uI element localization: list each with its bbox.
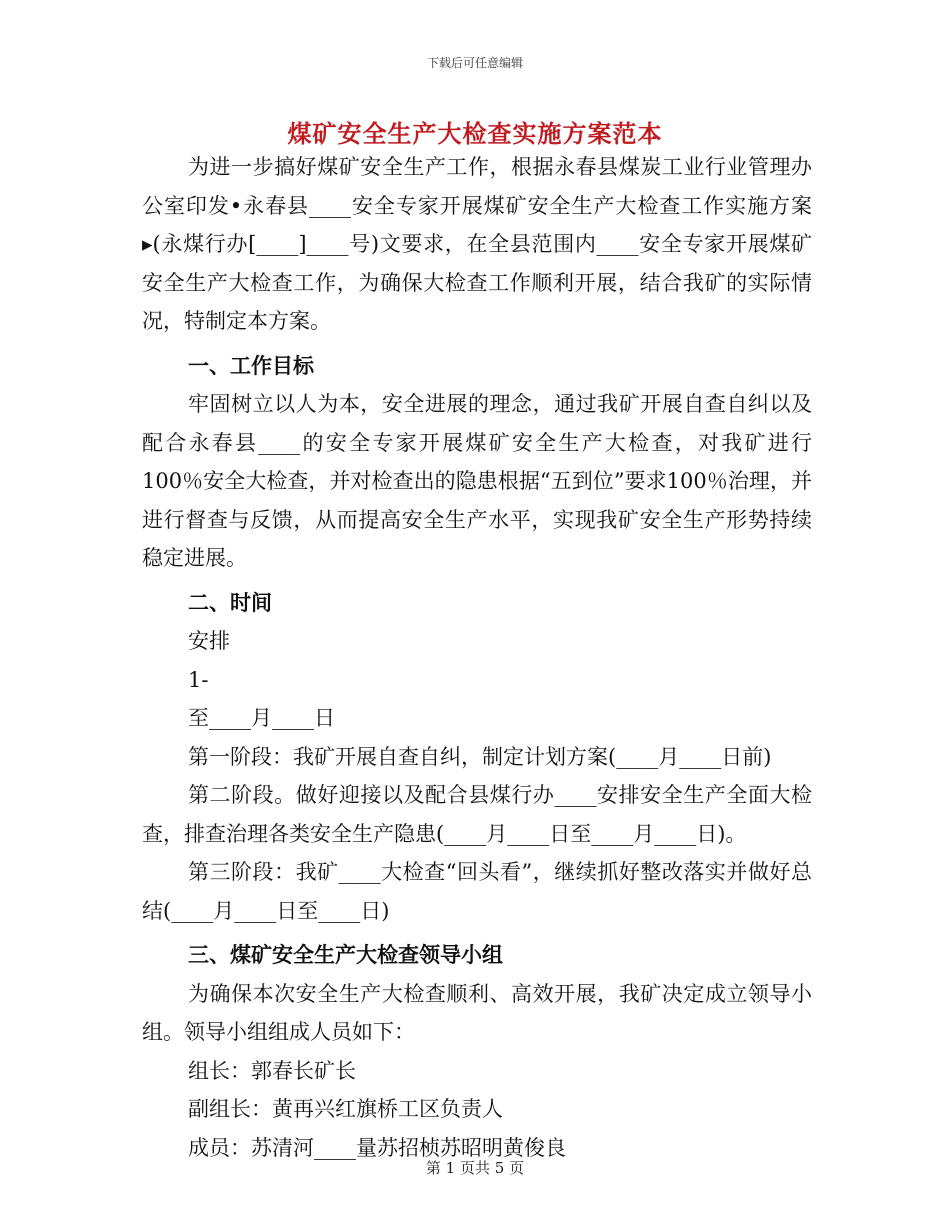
document-body	[142, 148, 812, 1167]
stage-one-paragraph: 第一阶段：我矿开展自查自纠，制定计划方案(____月____日前)	[188, 744, 772, 769]
goals-paragraph: 牢固树立以人为本，安全进展的理念，通过我矿开展自查自纠以及配合永春县____的安全专家开展煤矿安全生产大检查，对我矿进行100％安全大检查，并对检查出的隐患根据“五到位”要求100％治理，并进行督查与反馈，从而提高安全生产水平，实现我矿安全生产形势持续稳定进展。	[142, 392, 812, 570]
stage-three-paragraph: 第三阶段：我矿____大检查“回头看”，继续抓好整改落实并做好总结(____月____日至____日)	[142, 860, 812, 923]
time-line-range-start: 1-	[188, 667, 209, 692]
page-number: 第 1 页共 5 页	[425, 1159, 525, 1177]
section-heading-goals: 一、工作目标	[188, 352, 314, 378]
time-line-arrange: 安排	[188, 629, 230, 653]
leadership-paragraph: 为确保本次安全生产大检查顺利、高效开展，我矿决定成立领导小组。领导小组组成人员如下：	[142, 981, 812, 1044]
team-leader-line: 组长：郭春长矿长	[188, 1058, 356, 1083]
members-line: 成员：苏清河____量苏招桢苏昭明黄俊良	[188, 1135, 566, 1160]
deputy-leader-line: 副组长：黄再兴红旗桥工区负责人	[188, 1097, 503, 1121]
section-heading-time: 二、时间	[188, 589, 272, 615]
stage-two-paragraph: 第二阶段。做好迎接以及配合县煤行办____安排安全生产全面大检查，排查治理各类安全生产隐患(____月____日至____月____日)。	[142, 783, 812, 846]
page-header: 下载后可任意编辑	[426, 56, 523, 70]
section-heading-leadership: 三、煤矿安全生产大检查领导小组	[188, 942, 503, 967]
time-line-range-end: 至____月____日	[188, 706, 335, 730]
intro-paragraph: 为进一步搞好煤矿安全生产工作，根据永春县煤炭工业行业管理办公室印发•永春县____安全专家开展煤矿安全生产大检查工作实施方案▸(永煤行办[____]____号)文要求，在全县范围内____安全专家开展煤矿安全生产大检查工作，为确保大检查工作顺利开展，结合我矿的实际情况，特制定本方案。	[142, 155, 812, 333]
document-title: 煤矿安全生产大检查实施方案范本	[287, 119, 663, 148]
